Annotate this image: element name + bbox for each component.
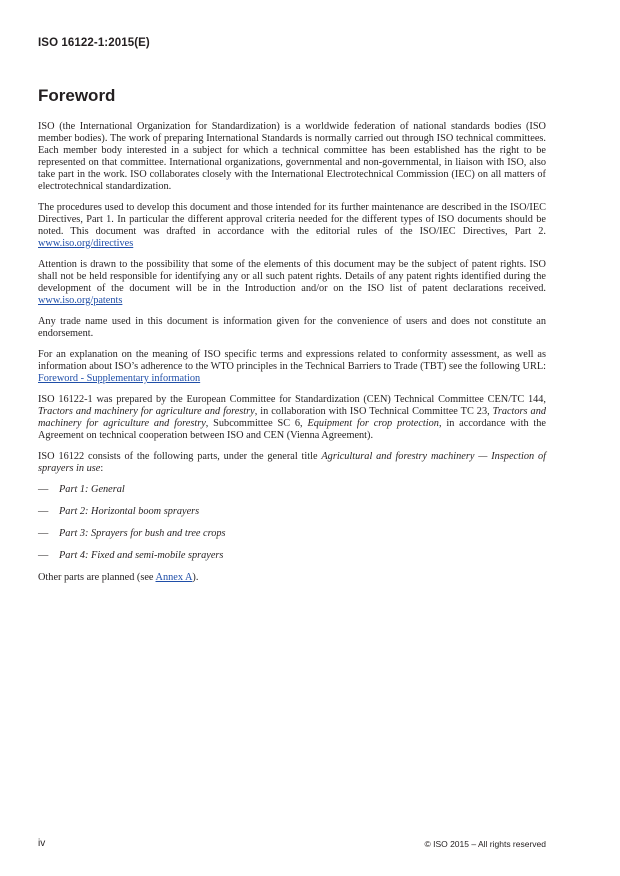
- directives-link[interactable]: www.iso.org/directives: [38, 237, 134, 249]
- list-item: [38, 550, 546, 562]
- paragraph-procedures: [38, 202, 546, 250]
- paragraph-procedures-text: The procedures used to develop this document and those intended for its further maintenance are described in the ISO/IEC Directives, Part 1. In particular the different approval criteria needed for the different types of ISO documents should be noted. This document was drafted in accordance with the editorial rules of the ISO/IEC Directives, Part 2.: [38, 201, 546, 237]
- paragraph-trade-name: Any trade name used in this document is information given for the convenience of users and does not constitute an endorsement.: [38, 315, 546, 339]
- list-dash: —: [38, 484, 49, 496]
- other-parts-text-1: Other parts are planned (see: [38, 572, 156, 584]
- annex-a-link[interactable]: Annex A: [155, 572, 193, 584]
- list-item: [38, 506, 546, 518]
- page-title: Foreword: [38, 86, 116, 105]
- prepared-by-text-1: ISO 16122-1 was prepared by the European Committee for Standardization (CEN) Technical Committee CEN/TC 144,: [38, 394, 546, 406]
- prepared-by-subcommittee-title: Equipment for crop protection: [307, 417, 439, 429]
- paragraph-conformity-text: For an explanation on the meaning of ISO specific terms and expressions related to conformity assessment, as well as information about ISO’s adherence to the WTO principles in the Technical Barriers to Trade (TBT) see the following URL:: [38, 349, 546, 372]
- list-item: [38, 484, 546, 496]
- paragraph-patents: [38, 259, 546, 307]
- other-parts-text-2: ).: [192, 572, 199, 584]
- prepared-by-text-2: , in collaboration with ISO Technical Committee TC 23,: [254, 406, 493, 418]
- prepared-by-text-4: , in accordance with the Agreement on technical cooperation between ISO and CEN (Vienna Agreement).: [38, 417, 546, 441]
- supplementary-information-link[interactable]: Foreword - Supplementary information: [38, 372, 201, 384]
- list-dash: —: [38, 528, 49, 540]
- copyright-notice: © ISO 2015 – All rights reserved: [424, 839, 546, 849]
- prepared-by-text-3: , Subcommittee SC 6,: [205, 417, 308, 429]
- list-dash: —: [38, 550, 49, 562]
- paragraph-prepared-by: [38, 394, 546, 442]
- parts-intro-text-2: :: [100, 463, 104, 475]
- list-dash: —: [38, 506, 49, 518]
- document-id-header: ISO 16122-1:2015(E): [38, 37, 150, 49]
- parts-list: [38, 484, 546, 562]
- part-title: Part 2: Horizontal boom sprayers: [59, 506, 200, 518]
- paragraph-other-parts: [38, 572, 546, 584]
- paragraph-iso-intro: ISO (the International Organization for Standardization) is a worldwide federation of national standards bodies (ISO member bodies). The work of preparing International Standards is normally carried out through ISO technical committees. Each member body interested in a subject for which a technical committee has been established has the right to be represented on that committee. International organizations, governmental and non-governmental, in liaison with ISO, also take part in the work. ISO collaborates closely with the International Electrotechnical Commission (IEC) on all matters of electrotechnical standardization.: [38, 121, 546, 192]
- foreword-body: [38, 121, 546, 594]
- part-title: Part 1: General: [59, 484, 125, 496]
- paragraph-parts-intro: [38, 451, 546, 475]
- part-title: Part 4: Fixed and semi-mobile sprayers: [59, 550, 224, 562]
- parts-intro-text-1: ISO 16122 consists of the following parts, under the general title: [38, 451, 322, 463]
- part-title: Part 3: Sprayers for bush and tree crops: [59, 528, 226, 540]
- paragraph-conformity: [38, 349, 546, 385]
- prepared-by-committee-title-2: Tractors and machinery for agriculture and forestry: [38, 406, 546, 429]
- parts-general-title: Agricultural and forestry machinery — Inspection of sprayers in use: [38, 451, 546, 475]
- patents-link[interactable]: www.iso.org/patents: [38, 294, 123, 306]
- page-number: iv: [38, 838, 46, 849]
- prepared-by-committee-title-1: Tractors and machinery for agriculture and forestry: [38, 406, 255, 418]
- paragraph-patents-text: Attention is drawn to the possibility that some of the elements of this document may be the subject of patent rights. ISO shall not be held responsible for identifying any or all such patent rights. Details of any patent rights identified during the development of the document will be in the Introduction and/or on the ISO list of patent declarations received.: [38, 258, 546, 294]
- list-item: [38, 528, 546, 540]
